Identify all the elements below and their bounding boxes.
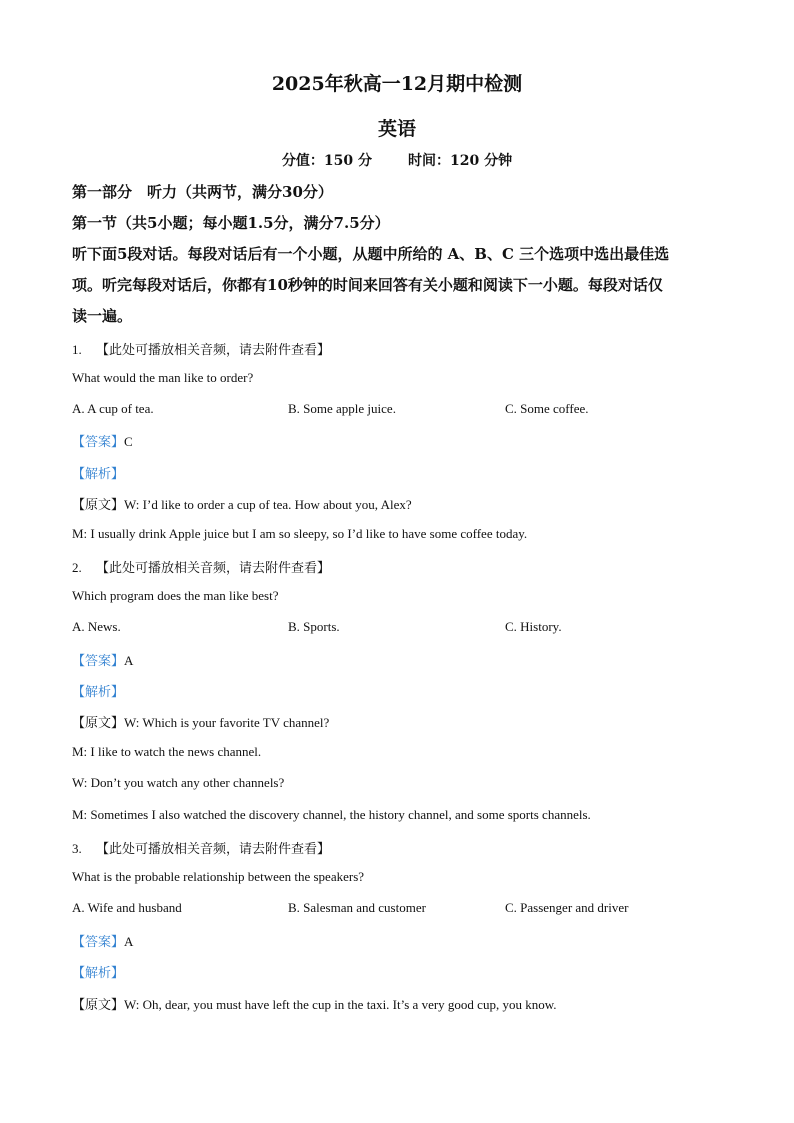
- question-number: 3.: [72, 841, 82, 856]
- analysis-label: 【解析】: [72, 685, 125, 700]
- instruction-line-1: 听下面5段对话。每段对话后有一个小题，从题中所给的 A、B、C 三个选项中选出最佳选: [72, 245, 670, 263]
- answer-line: [72, 650, 724, 669]
- time-label: 时间：120 分钟: [408, 153, 513, 169]
- section-part-heading: 第一部分 听力（共两节，满分30分）: [72, 183, 333, 201]
- question-number: 2.: [72, 560, 82, 575]
- script-text: M: I usually drink Apple juice but I am so sleepy, so I’d like to have some coffee today.: [72, 526, 528, 541]
- option-c: C. Some coffee.: [505, 401, 589, 416]
- instruction-line-3: 读一遍。: [72, 307, 133, 325]
- analysis-label: 【解析】: [72, 966, 125, 981]
- instruction-line-2: 项。听完每段对话后，你都有10秒钟的时间来回答有关小题和阅读下一小题。每段对话仅: [72, 276, 663, 294]
- question-stem: What is the probable relationship between the speakers?: [72, 869, 365, 884]
- script-text: M: I like to watch the news channel.: [72, 744, 262, 759]
- script-text: M: Sometimes I also watched the discovery channel, the history channel, and some sports channels.: [72, 807, 591, 822]
- script-line: [72, 994, 724, 1013]
- script-text: W: Which is your favorite TV channel?: [124, 715, 330, 730]
- answer-line: [72, 931, 724, 950]
- script-line: [72, 494, 724, 513]
- score-label: 分值：150 分: [281, 153, 372, 169]
- subject-heading: 英语: [377, 118, 416, 140]
- option-c: C. Passenger and driver: [505, 900, 629, 915]
- question-stem: Which program does the man like best?: [72, 588, 279, 603]
- answer-line: [72, 431, 724, 450]
- answer-value: A: [124, 653, 134, 668]
- audio-note[interactable]: 【此处可播放相关音频，请去附件查看】: [96, 343, 331, 358]
- answer-value: C: [124, 434, 133, 449]
- question-3-audio-line: [72, 838, 724, 857]
- script-label: 【原文】: [72, 716, 125, 731]
- option-b: B. Salesman and customer: [288, 900, 426, 915]
- script-text: W: I’d like to order a cup of tea. How about you, Alex?: [124, 497, 412, 512]
- analysis-line: [72, 463, 724, 482]
- question-2-audio-line: [72, 557, 724, 576]
- score-time-line: [0, 150, 794, 170]
- script-label: 【原文】: [72, 998, 125, 1013]
- page-title: 2025年秋高一12月期中检测: [271, 73, 523, 95]
- question-number: 1.: [72, 342, 82, 357]
- analysis-label: 【解析】: [72, 467, 125, 482]
- question-1-audio-line: [72, 339, 724, 358]
- script-text: W: Oh, dear, you must have left the cup in the taxi. It’s a very good cup, you know.: [124, 997, 557, 1012]
- audio-note[interactable]: 【此处可播放相关音频，请去附件查看】: [96, 842, 331, 857]
- option-a: A. Wife and husband: [72, 900, 182, 915]
- section-sub-heading: 第一节（共5小题；每小题1.5分，满分7.5分）: [72, 214, 390, 232]
- audio-note[interactable]: 【此处可播放相关音频，请去附件查看】: [96, 561, 331, 576]
- script-label: 【原文】: [72, 498, 125, 513]
- answer-value: A: [124, 934, 134, 949]
- answer-label: 【答案】: [72, 435, 125, 450]
- option-c: C. History.: [505, 619, 562, 634]
- analysis-line: [72, 681, 724, 700]
- analysis-line: [72, 962, 724, 981]
- option-b: B. Sports.: [288, 619, 340, 634]
- question-stem: What would the man like to order?: [72, 370, 254, 385]
- script-line: [72, 712, 724, 731]
- script-text: W: Don’t you watch any other channels?: [72, 775, 285, 790]
- answer-label: 【答案】: [72, 654, 125, 669]
- option-a: A. News.: [72, 619, 121, 634]
- option-a: A. A cup of tea.: [72, 401, 154, 416]
- option-b: B. Some apple juice.: [288, 401, 396, 416]
- answer-label: 【答案】: [72, 935, 125, 950]
